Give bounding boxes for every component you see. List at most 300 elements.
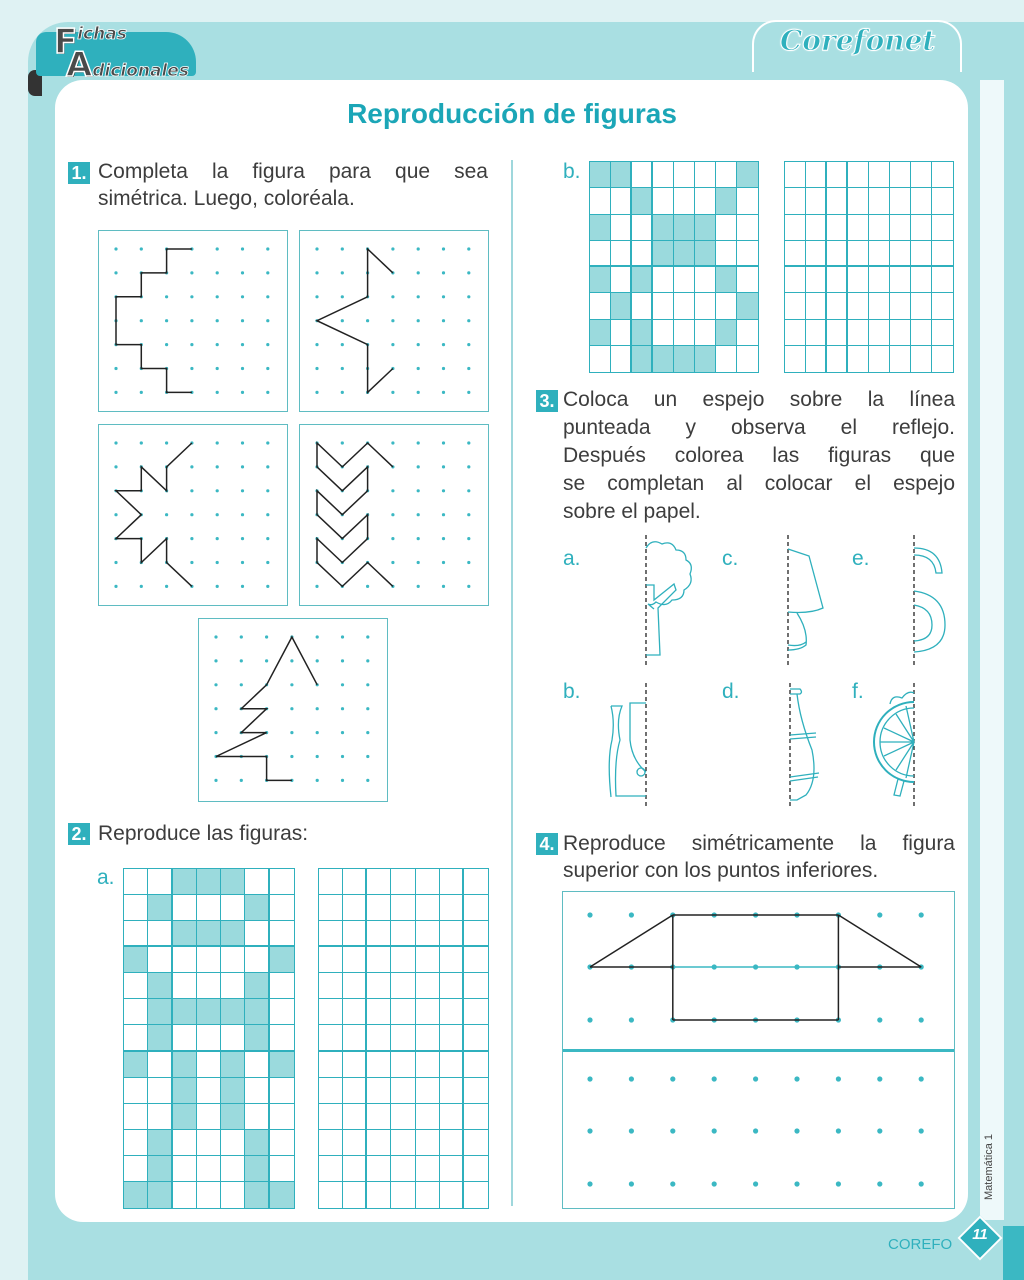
grid-cell[interactable] xyxy=(343,1104,367,1130)
column-divider xyxy=(511,160,513,1206)
symmetry-axis-line xyxy=(563,1049,954,1052)
grid-cell xyxy=(124,1156,148,1182)
grid-cell[interactable] xyxy=(869,162,890,188)
grid-cell[interactable] xyxy=(806,293,827,319)
grid-cell[interactable] xyxy=(869,320,890,346)
brand-logo: Corefonet xyxy=(780,24,936,57)
grid-cell[interactable] xyxy=(464,1156,488,1182)
grid-cell[interactable] xyxy=(319,947,343,973)
grid-cell[interactable] xyxy=(416,895,440,921)
grid-cell xyxy=(173,1182,197,1208)
empty-grid-2b[interactable] xyxy=(784,161,954,373)
grid-cell[interactable] xyxy=(869,188,890,214)
grid-cell[interactable] xyxy=(416,1182,440,1208)
grid-cell xyxy=(173,973,197,999)
grid-cell xyxy=(270,1156,294,1182)
grid-cell[interactable] xyxy=(464,921,488,947)
instruction-line: superior con los puntos inferiores. xyxy=(563,859,879,882)
grid-cell[interactable] xyxy=(848,162,869,188)
grid-cell[interactable] xyxy=(319,1182,343,1208)
grid-cell[interactable] xyxy=(785,188,806,214)
grid-cell[interactable] xyxy=(848,188,869,214)
grid-cell xyxy=(124,947,148,973)
grid-cell xyxy=(245,1156,269,1182)
grid-cell xyxy=(270,1052,294,1078)
grid-cell[interactable] xyxy=(827,241,848,267)
grid-cell[interactable] xyxy=(319,999,343,1025)
grid-cell[interactable] xyxy=(932,215,953,241)
grid-cell[interactable] xyxy=(391,1025,415,1051)
grid-cell xyxy=(197,947,221,973)
grid-cell[interactable] xyxy=(890,346,911,372)
grid-cell[interactable] xyxy=(416,999,440,1025)
grid-cell[interactable] xyxy=(367,999,391,1025)
grid-cell[interactable] xyxy=(440,1025,464,1051)
empty-grid-2a[interactable] xyxy=(318,868,489,1209)
grid-cell[interactable] xyxy=(391,921,415,947)
grid-cell xyxy=(632,188,653,214)
grid-cell xyxy=(124,973,148,999)
grid-cell xyxy=(653,162,674,188)
grid-cell[interactable] xyxy=(391,895,415,921)
grid-cell[interactable] xyxy=(367,1130,391,1156)
grid-cell xyxy=(737,241,758,267)
grid-cell xyxy=(245,973,269,999)
grid-cell[interactable] xyxy=(827,215,848,241)
grid-cell xyxy=(148,1130,172,1156)
grid-cell[interactable] xyxy=(343,1025,367,1051)
grid-cell[interactable] xyxy=(367,973,391,999)
grid-cell xyxy=(245,1104,269,1130)
grid-cell xyxy=(674,241,695,267)
grid-cell[interactable] xyxy=(440,1052,464,1078)
grid-cell[interactable] xyxy=(890,162,911,188)
grid-cell[interactable] xyxy=(367,921,391,947)
grid-cell[interactable] xyxy=(827,188,848,214)
grid-cell xyxy=(221,921,245,947)
grid-cell[interactable] xyxy=(440,869,464,895)
grid-cell[interactable] xyxy=(848,215,869,241)
grid-cell[interactable] xyxy=(391,869,415,895)
grid-cell[interactable] xyxy=(911,162,932,188)
grid-cell[interactable] xyxy=(391,1104,415,1130)
grid-cell xyxy=(148,1078,172,1104)
grid-cell[interactable] xyxy=(890,267,911,293)
grid-cell xyxy=(173,999,197,1025)
grid-cell[interactable] xyxy=(911,241,932,267)
grid-cell xyxy=(173,869,197,895)
grid-cell[interactable] xyxy=(391,1052,415,1078)
mirror-label-a: a. xyxy=(563,547,581,570)
grid-cell xyxy=(737,215,758,241)
grid-cell xyxy=(270,973,294,999)
grid-cell[interactable] xyxy=(440,1104,464,1130)
grid-cell[interactable] xyxy=(319,1025,343,1051)
grid-cell xyxy=(716,241,737,267)
logo-line-2 xyxy=(66,45,189,85)
grid-cell xyxy=(221,1025,245,1051)
grid-cell xyxy=(148,1156,172,1182)
grid-cell xyxy=(245,1052,269,1078)
grid-cell[interactable] xyxy=(440,1156,464,1182)
grid-cell xyxy=(695,320,716,346)
grid-cell[interactable] xyxy=(932,293,953,319)
grid-cell[interactable] xyxy=(848,320,869,346)
grid-cell[interactable] xyxy=(367,1025,391,1051)
grid-cell[interactable] xyxy=(827,320,848,346)
grid-cell xyxy=(148,1182,172,1208)
grid-cell[interactable] xyxy=(367,1182,391,1208)
grid-cell xyxy=(674,346,695,372)
grid-cell[interactable] xyxy=(911,215,932,241)
grid-cell xyxy=(590,267,611,293)
grid-cell[interactable] xyxy=(440,947,464,973)
grid-cell xyxy=(221,999,245,1025)
grid-cell[interactable] xyxy=(806,162,827,188)
grid-cell[interactable] xyxy=(343,947,367,973)
grid-cell[interactable] xyxy=(367,1052,391,1078)
grid-cell[interactable] xyxy=(391,1078,415,1104)
grid-cell[interactable] xyxy=(416,921,440,947)
grid-cell[interactable] xyxy=(416,1156,440,1182)
grid-cell[interactable] xyxy=(367,1078,391,1104)
grid-cell[interactable] xyxy=(440,973,464,999)
grid-cell xyxy=(173,1130,197,1156)
grid-cell xyxy=(221,973,245,999)
grid-cell[interactable] xyxy=(932,320,953,346)
grid-cell[interactable] xyxy=(319,1052,343,1078)
grid-cell[interactable] xyxy=(440,921,464,947)
grid-cell[interactable] xyxy=(416,1025,440,1051)
grid-cell[interactable] xyxy=(848,267,869,293)
grid-cell[interactable] xyxy=(416,1104,440,1130)
grid-cell xyxy=(173,1078,197,1104)
grid-cell[interactable] xyxy=(319,1078,343,1104)
grid-cell xyxy=(221,869,245,895)
grid-cell[interactable] xyxy=(416,1130,440,1156)
grid-cell xyxy=(245,869,269,895)
grid-cell[interactable] xyxy=(343,921,367,947)
grid-cell[interactable] xyxy=(464,1104,488,1130)
grid-cell xyxy=(653,215,674,241)
grid-cell xyxy=(245,947,269,973)
exercise-4-instructions xyxy=(563,830,955,884)
mirror-label-d: d. xyxy=(722,680,740,703)
grid-cell xyxy=(148,999,172,1025)
grid-cell xyxy=(270,921,294,947)
grid-cell[interactable] xyxy=(464,1052,488,1078)
grid-cell xyxy=(674,293,695,319)
instruction-line: sobre el papel. xyxy=(563,500,701,523)
grid-cell[interactable] xyxy=(367,1104,391,1130)
grid-cell xyxy=(674,320,695,346)
grid-cell xyxy=(716,293,737,319)
grid-cell xyxy=(197,1182,221,1208)
grid-cell[interactable] xyxy=(806,241,827,267)
dot-grid-figure-4 xyxy=(299,424,489,606)
grid-cell[interactable] xyxy=(890,241,911,267)
grid-cell[interactable] xyxy=(440,1130,464,1156)
grid-cell[interactable] xyxy=(932,267,953,293)
grid-cell xyxy=(221,1052,245,1078)
instruction-line: simétrica. Luego, coloréala. xyxy=(98,187,355,210)
grid-cell xyxy=(173,1156,197,1182)
grid-cell xyxy=(197,1078,221,1104)
grid-cell xyxy=(653,188,674,214)
grid-cell xyxy=(197,1025,221,1051)
grid-cell[interactable] xyxy=(343,999,367,1025)
grid-cell xyxy=(695,241,716,267)
grid-cell[interactable] xyxy=(806,346,827,372)
page-number: 11 xyxy=(972,1226,988,1243)
grid-cell[interactable] xyxy=(848,346,869,372)
grid-cell xyxy=(148,869,172,895)
grid-cell[interactable] xyxy=(464,895,488,921)
grid-cell xyxy=(632,215,653,241)
grid-cell xyxy=(148,947,172,973)
grid-cell xyxy=(124,869,148,895)
grid-cell[interactable] xyxy=(911,188,932,214)
instruction-line: Reproduce simétricamente la figura xyxy=(563,832,955,855)
grid-cell xyxy=(737,267,758,293)
grid-cell[interactable] xyxy=(806,320,827,346)
grid-cell xyxy=(197,869,221,895)
grid-cell[interactable] xyxy=(869,346,890,372)
grid-cell[interactable] xyxy=(848,293,869,319)
grid-cell[interactable] xyxy=(343,973,367,999)
grid-cell xyxy=(173,895,197,921)
grid-cell xyxy=(716,188,737,214)
grid-cell xyxy=(695,188,716,214)
grid-cell xyxy=(716,162,737,188)
grid-cell xyxy=(695,162,716,188)
grid-cell[interactable] xyxy=(367,947,391,973)
grid-cell[interactable] xyxy=(806,215,827,241)
grid-cell xyxy=(245,1078,269,1104)
grid-cell[interactable] xyxy=(890,320,911,346)
grid-cell[interactable] xyxy=(416,1052,440,1078)
grid-cell[interactable] xyxy=(319,1156,343,1182)
grid-cell[interactable] xyxy=(464,1025,488,1051)
grid-cell xyxy=(221,1130,245,1156)
grid-cell xyxy=(148,1052,172,1078)
grid-cell[interactable] xyxy=(827,293,848,319)
mirror-label-e: e. xyxy=(852,547,870,570)
grid-cell xyxy=(124,1104,148,1130)
grid-cell xyxy=(197,1104,221,1130)
grid-cell xyxy=(653,293,674,319)
grid-cell[interactable] xyxy=(319,1104,343,1130)
grid-cell[interactable] xyxy=(343,1130,367,1156)
grid-cell[interactable] xyxy=(464,1078,488,1104)
grid-cell[interactable] xyxy=(785,320,806,346)
grid-cell[interactable] xyxy=(343,869,367,895)
grid-cell xyxy=(221,1104,245,1130)
grid-cell[interactable] xyxy=(367,895,391,921)
grid-cell xyxy=(737,293,758,319)
grid-cell[interactable] xyxy=(869,241,890,267)
grid-cell[interactable] xyxy=(932,241,953,267)
grid-cell[interactable] xyxy=(343,1156,367,1182)
grid-cell[interactable] xyxy=(343,895,367,921)
grid-cell xyxy=(611,162,632,188)
grid-cell xyxy=(245,1182,269,1208)
grid-cell[interactable] xyxy=(319,973,343,999)
grid-cell xyxy=(611,241,632,267)
grid-cell[interactable] xyxy=(464,1182,488,1208)
grid-cell xyxy=(653,320,674,346)
exercise-3-number: 3. xyxy=(536,390,558,412)
grid-cell xyxy=(270,1182,294,1208)
exercise-4-number: 4. xyxy=(536,833,558,855)
grid-cell xyxy=(270,895,294,921)
grid-cell xyxy=(124,1025,148,1051)
grid-cell xyxy=(270,947,294,973)
grid-cell[interactable] xyxy=(367,1156,391,1182)
grid-cell[interactable] xyxy=(343,1078,367,1104)
grid-cell xyxy=(270,1078,294,1104)
grid-cell[interactable] xyxy=(319,1130,343,1156)
grid-cell xyxy=(124,1078,148,1104)
instruction-line: punteada y observa el reflejo. xyxy=(563,416,955,439)
grid-cell[interactable] xyxy=(391,973,415,999)
exercise-1-instructions xyxy=(98,158,488,212)
grid-cell[interactable] xyxy=(416,973,440,999)
instruction-line: se completan al colocar el espejo xyxy=(563,472,955,495)
corner-decoration xyxy=(1003,1226,1024,1280)
grid-cell[interactable] xyxy=(391,999,415,1025)
grid-cell xyxy=(716,215,737,241)
grid-cell[interactable] xyxy=(343,1052,367,1078)
grid-cell xyxy=(173,947,197,973)
grid-cell[interactable] xyxy=(391,1156,415,1182)
grid-cell[interactable] xyxy=(806,188,827,214)
grid-cell[interactable] xyxy=(391,1130,415,1156)
grid-cell[interactable] xyxy=(319,921,343,947)
grid-cell xyxy=(245,1025,269,1051)
grid-cell xyxy=(737,188,758,214)
instruction-line: Coloca un espejo sobre la línea xyxy=(563,388,955,411)
grid-cell[interactable] xyxy=(932,162,953,188)
grid-cell xyxy=(611,267,632,293)
exercise-2-instructions: Reproduce las figuras: xyxy=(98,822,309,845)
exercise-2a-label: a. xyxy=(97,866,115,889)
grid-cell[interactable] xyxy=(911,293,932,319)
page-title: Reproducción de figuras xyxy=(347,98,677,129)
grid-cell[interactable] xyxy=(464,999,488,1025)
grid-cell xyxy=(197,1130,221,1156)
grid-cell[interactable] xyxy=(785,215,806,241)
grid-cell[interactable] xyxy=(911,320,932,346)
grid-cell xyxy=(270,1130,294,1156)
grid-cell xyxy=(632,293,653,319)
grid-cell[interactable] xyxy=(827,346,848,372)
grid-cell xyxy=(197,999,221,1025)
subject-label: Matemática 1 xyxy=(983,1133,995,1200)
grid-cell[interactable] xyxy=(785,293,806,319)
grid-cell[interactable] xyxy=(391,947,415,973)
grid-cell[interactable] xyxy=(785,162,806,188)
grid-cell xyxy=(148,921,172,947)
grid-cell[interactable] xyxy=(440,999,464,1025)
instruction-line: Después colorea las figuras que xyxy=(563,444,955,467)
grid-cell[interactable] xyxy=(440,1182,464,1208)
grid-cell[interactable] xyxy=(416,947,440,973)
grid-cell[interactable] xyxy=(932,346,953,372)
grid-cell[interactable] xyxy=(827,267,848,293)
grid-cell[interactable] xyxy=(464,869,488,895)
grid-cell xyxy=(270,1025,294,1051)
grid-cell xyxy=(632,241,653,267)
grid-cell[interactable] xyxy=(869,293,890,319)
mirror-label-f: f. xyxy=(852,680,864,703)
grid-cell[interactable] xyxy=(440,895,464,921)
grid-cell[interactable] xyxy=(890,188,911,214)
grid-cell xyxy=(611,215,632,241)
grid-cell[interactable] xyxy=(785,241,806,267)
grid-cell[interactable] xyxy=(319,895,343,921)
grid-cell xyxy=(197,973,221,999)
grid-cell xyxy=(221,895,245,921)
grid-cell[interactable] xyxy=(319,869,343,895)
grid-cell[interactable] xyxy=(416,869,440,895)
grid-cell[interactable] xyxy=(806,267,827,293)
grid-cell xyxy=(197,895,221,921)
grid-cell xyxy=(590,320,611,346)
grid-cell xyxy=(245,1130,269,1156)
grid-cell xyxy=(221,1078,245,1104)
dot-grid-figure-1 xyxy=(98,230,288,412)
grid-cell[interactable] xyxy=(890,293,911,319)
grid-cell[interactable] xyxy=(391,1182,415,1208)
grid-cell xyxy=(148,1025,172,1051)
grid-cell[interactable] xyxy=(869,267,890,293)
grid-cell xyxy=(221,947,245,973)
pattern-grid-2a xyxy=(123,868,295,1209)
grid-cell[interactable] xyxy=(464,947,488,973)
grid-cell xyxy=(695,267,716,293)
grid-cell[interactable] xyxy=(785,267,806,293)
grid-cell xyxy=(245,999,269,1025)
grid-cell[interactable] xyxy=(911,267,932,293)
grid-cell[interactable] xyxy=(464,973,488,999)
grid-cell xyxy=(674,267,695,293)
grid-cell[interactable] xyxy=(416,1078,440,1104)
exercise-2b-label: b. xyxy=(563,160,581,183)
dot-grid-figure-3 xyxy=(98,424,288,606)
logo-letter-f: F xyxy=(54,22,78,62)
grid-cell[interactable] xyxy=(440,1078,464,1104)
grid-cell xyxy=(737,320,758,346)
grid-cell[interactable] xyxy=(911,346,932,372)
grid-cell[interactable] xyxy=(932,188,953,214)
grid-cell[interactable] xyxy=(869,215,890,241)
grid-cell[interactable] xyxy=(367,869,391,895)
grid-cell xyxy=(632,346,653,372)
grid-cell[interactable] xyxy=(848,241,869,267)
grid-cell xyxy=(148,1104,172,1130)
grid-cell[interactable] xyxy=(890,215,911,241)
grid-cell[interactable] xyxy=(827,162,848,188)
grid-cell xyxy=(124,999,148,1025)
grid-cell xyxy=(590,346,611,372)
grid-cell[interactable] xyxy=(785,346,806,372)
grid-cell xyxy=(221,1182,245,1208)
grid-cell[interactable] xyxy=(343,1182,367,1208)
instruction-line: Completa la figura para que sea xyxy=(98,160,488,183)
grid-cell xyxy=(124,1182,148,1208)
grid-cell[interactable] xyxy=(464,1130,488,1156)
